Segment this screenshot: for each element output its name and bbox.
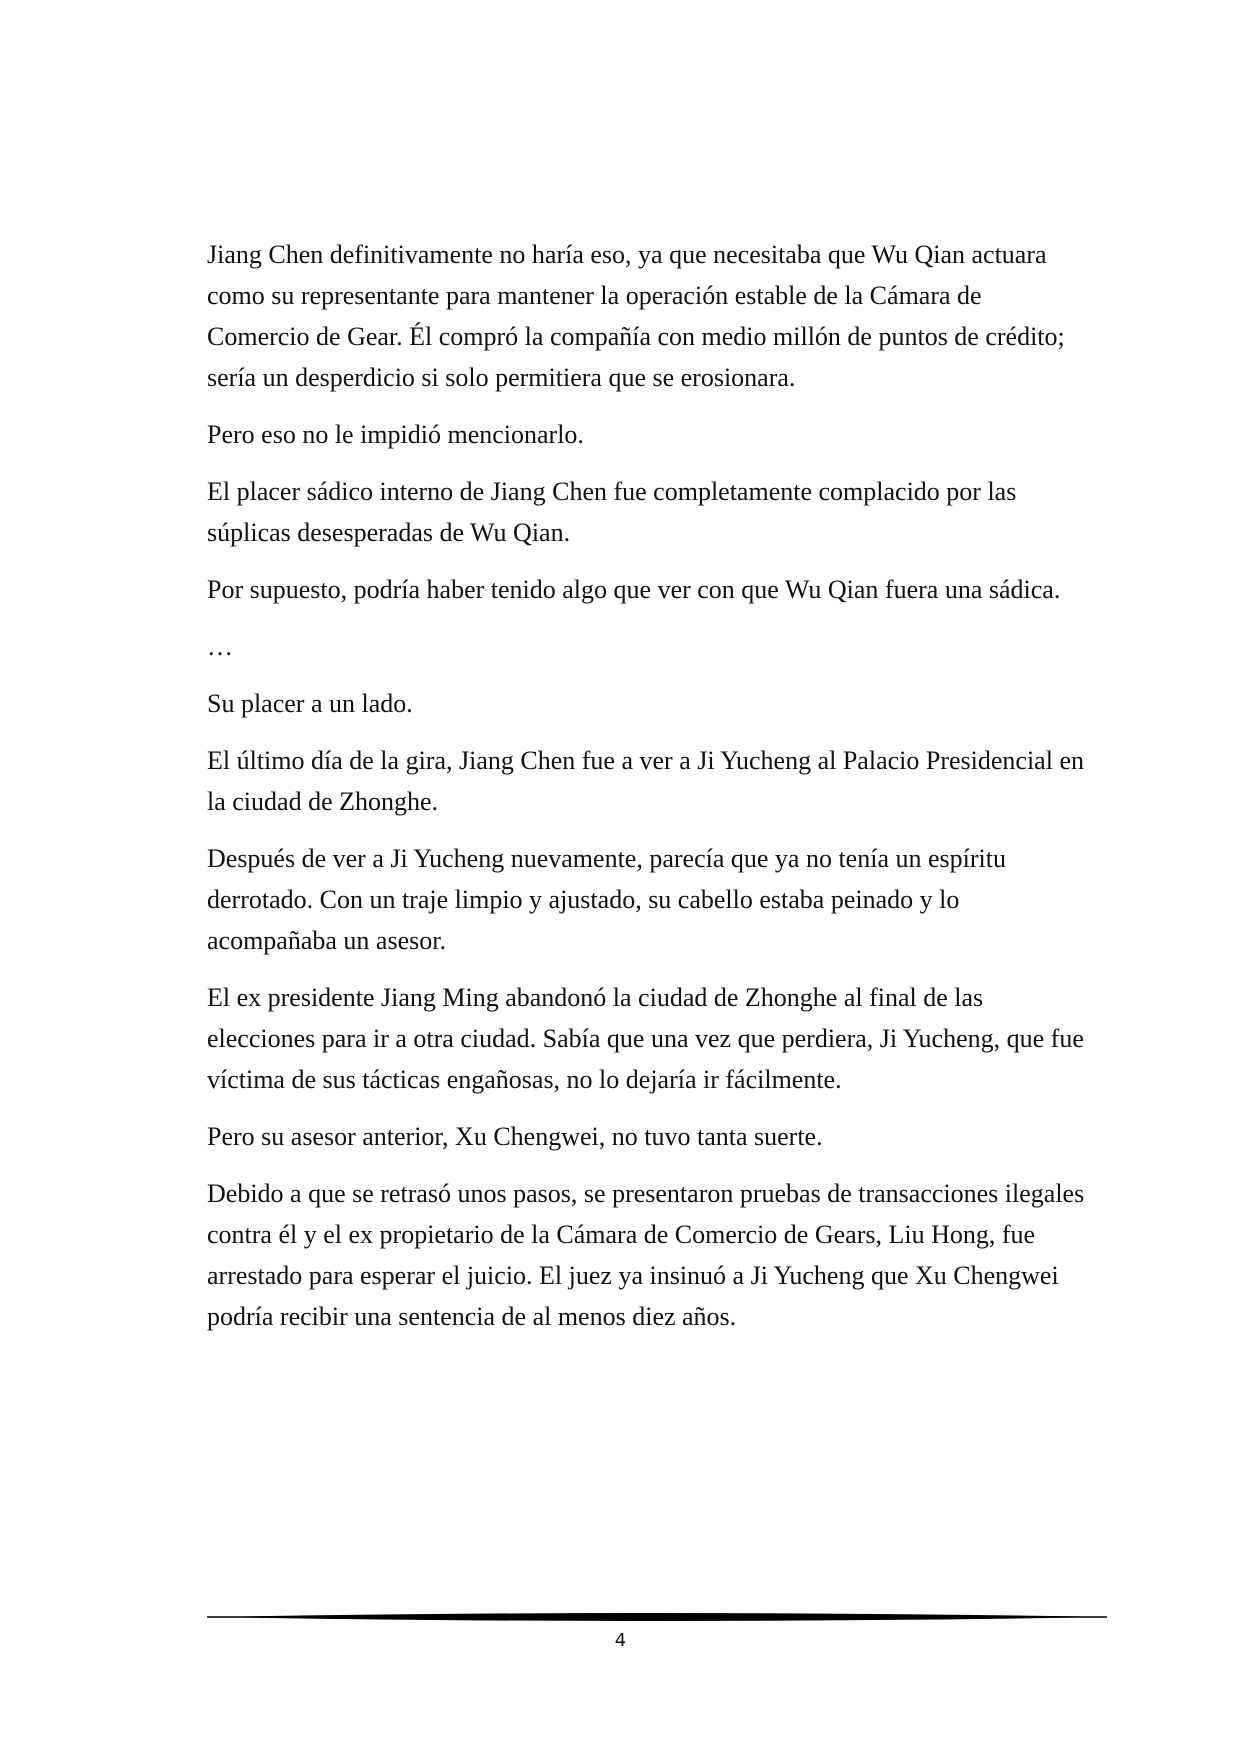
paragraph: Después de ver a Ji Yucheng nuevamente, parecía que ya no tenía un espíritu derrotado. Con un traje limpio y ajustado, su cabello estaba peinado y lo acompañaba un asesor. [207,844,1006,955]
paragraph: Debido a que se retrasó unos pasos, se presentaron pruebas de transacciones ilegales contra él y el ex propietario de la Cámara de Comercio de Gears, Liu Hong, fue arrestado para esperar el juicio. El juez ya insinuó a Ji Yucheng que Xu Chengwei podría recibir una sentencia de al menos diez años. [207,1179,1085,1331]
page-number: 4 [614,1630,627,1651]
paragraph: … [207,632,233,661]
paragraph: Pero eso no le impidió mencionarlo. [207,420,584,449]
paragraph: El placer sádico interno de Jiang Chen fue completamente complacido por las súplicas desesperadas de Wu Qian. [207,477,1017,547]
paragraph: El ex presidente Jiang Ming abandonó la ciudad de Zhonghe al final de las elecciones para ir a otra ciudad. Sabía que una vez que perdiera, Ji Yucheng, que fue víctima de sus tácticas engañosas, no lo dejaría ir fácilmente. [207,983,1084,1094]
footer-divider [207,1611,1107,1623]
paragraph: Jiang Chen definitivamente no haría eso, ya que necesitaba que Wu Qian actuara como su representante para mantener la operación estable de la Cámara de Comercio de Gear. Él compró la compañía con medio millón de puntos de crédito; sería un desperdicio si solo permitiera que se erosionara. [207,240,1065,392]
page-body [207,234,1087,1353]
paragraph: El último día de la gira, Jiang Chen fue a ver a Ji Yucheng al Palacio Presidencial en la ciudad de Zhonghe. [207,746,1084,816]
paragraph: Su placer a un lado. [207,689,413,718]
paragraph: Pero su asesor anterior, Xu Chengwei, no tuvo tanta suerte. [207,1122,823,1151]
paragraph: Por supuesto, podría haber tenido algo que ver con que Wu Qian fuera una sádica. [207,575,1061,604]
